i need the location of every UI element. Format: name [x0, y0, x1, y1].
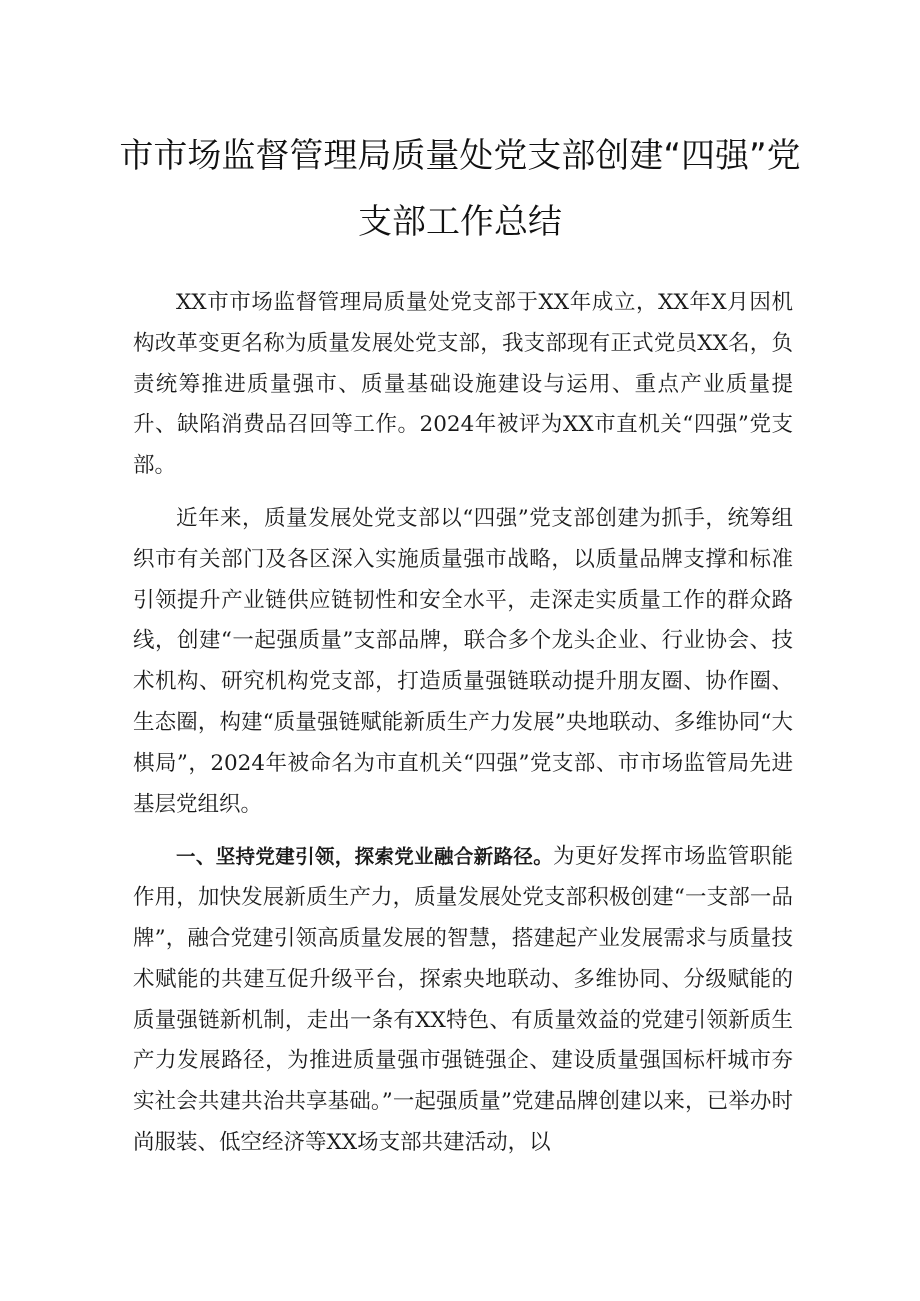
paragraph-intro: XX市市场监督管理局质量处党支部于XX年成立，XX年X月因机构改革变更名称为质量发展处党支部，我支部现有正式党员XX名，负责统筹推进质量强市、质量基础设施建设与运用、重点产业质量提升、缺陷消费品召回等工作。2024年被评为XX市直机关“四强”党支部。 — [133, 290, 793, 479]
section-1-heading: 一、坚持党建引领，探索党业融合新路径。 — [176, 845, 554, 869]
document-title-line-1: 市市场监督管理局质量处党支部创建“四强”党 — [119, 136, 801, 176]
paragraph-overview: 近年来，质量发展处党支部以“四强”党支部创建为抓手，统筹组织市有关部门及各区深入实施质量强市战略，以质量品牌支撑和标准引领提升产业链供应链韧性和安全水平，走深走实质量工作的群众路线，创建“一起强质量”支部品牌，联合多个龙头企业、行业协会、技术机构、研究机构党支部，打造质量强链联动提升朋友圈、协作圈、生态圈，构建“质量强链赋能新质生产力发展”央地联动、多维协同“大棋局”，2024年被命名为市直机关“四强”党支部、市市场监管局先进基层党组织。 — [133, 505, 793, 817]
document-body — [133, 283, 793, 1164]
document-title-line-2: 支部工作总结 — [358, 202, 562, 242]
section-1-text: 为更好发挥市场监管职能作用，加快发展新质生产力，质量发展处党支部积极创建“一支部一品牌”，融合党建引领高质量发展的智慧，搭建起产业发展需求与质量技术赋能的共建互促升级平台，探索央地联动、多维协同、分级赋能的质量强链新机制，走出一条有XX特色、有质量效益的党建引领新质生产力发展路径，为推进质量强市强链强企、建设质量强国标杆城市夯实社会共建共治共享基础。”一起强质量”党建品牌创建以来，已举办时尚服装、低空经济等XX场支部共建活动，以 — [133, 844, 793, 1155]
paragraph-section-1 — [133, 837, 793, 1163]
